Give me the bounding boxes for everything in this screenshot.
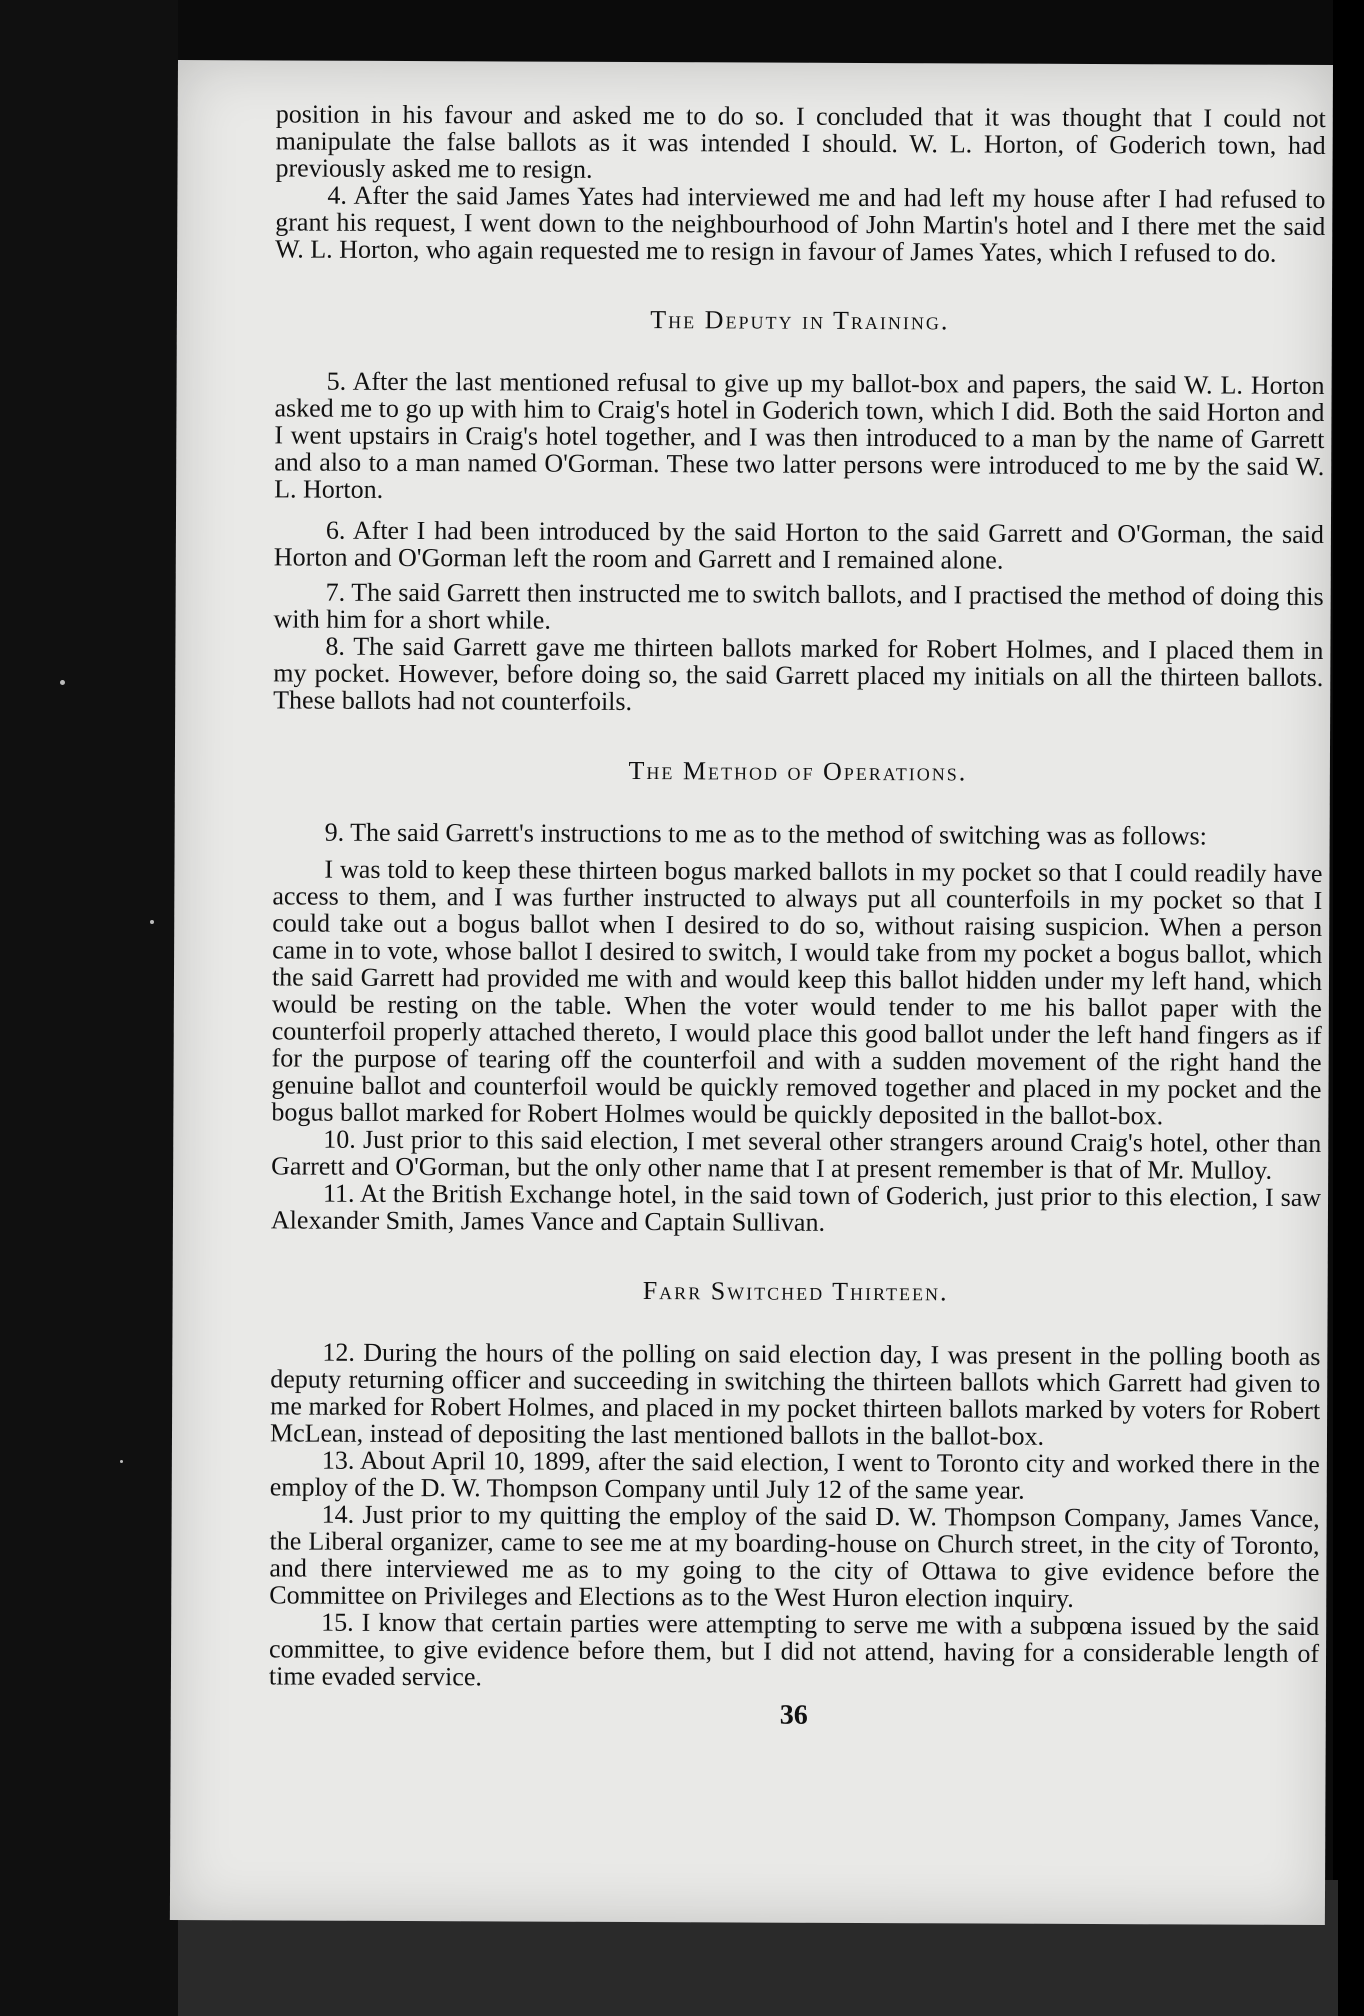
- section-heading-deputy-in-training: The Deputy in Training.: [650, 305, 950, 336]
- paragraph-continuation: position in his favour and asked me to do so. I concluded that it was thought that I could not manipulate the false ballots as it was intended I should. W. L. Horton, of Goderich town, had previously asked me to resign.: [275, 99, 1326, 184]
- paragraph-13: 13. About April 10, 1899, after the said election, I went to Toronto city and worked there in the employ of the D. W. Thompson Company until July 12 of the same year.: [269, 1445, 1320, 1505]
- paragraph-8: 8. The said Garrett gave me thirteen ballots marked for Robert Holmes, and I placed them in my pocket. However, before doing so, the said Garrett placed my initials on all the thirteen ballots. These ballots had not counterfoils.: [273, 631, 1324, 716]
- document-page: [170, 60, 1333, 1925]
- scan-left-border: [0, 0, 178, 2016]
- paragraph-10: 10. Just prior to this said election, I met several other strangers around Craig's hotel, other than Garrett and O'Gorman, but the only other name that I at present remember is that of Mr. Mulloy.: [271, 1124, 1322, 1185]
- scan-speck: [150, 920, 154, 924]
- scan-speck: [120, 1460, 123, 1463]
- paragraph-12: 12. During the hours of the polling on said election day, I was present in the polling booth as deputy returning officer and succeeding in switching the thirteen ballots which Garrett had given to me marked for Robert Holmes, and placed in my pocket thirteen ballots marked by voters for Robert McLean, instead of depositing the last mentioned ballots in the ballot-box.: [269, 1337, 1321, 1451]
- paragraph-9: 9. The said Garrett's instructions to me as to the method of switching was as follows:: [324, 817, 1207, 851]
- paragraph-4: 4. After the said James Yates had interviewed me and had left my house after I had refused to grant his request, I went down to the neighbourhood of John Martin's hotel and I there met the said W. L. Horton, who again requested me to resign in favour of James Yates, which I refused to do.: [275, 180, 1326, 268]
- page-number: 36: [779, 1699, 808, 1731]
- paragraph-11: 11. At the British Exchange hotel, in the said town of Goderich, just prior to this election, I saw Alexander Smith, James Vance and Captain Sullivan.: [270, 1178, 1322, 1237]
- paragraph-9-instructions: I was told to keep these thirteen bogus marked ballots in my pocket so that I could readily have access to them, and I was further instructed to always put all counterfoils in my pocket so that I could take out a bogus ballot when I desired to do so, without raising suspicion. When a person came in to vote, whose ballot I desired to switch, I would take from my pocket a bogus ballot, which the said Garrett had provided me with and would keep this ballot hidden under my left hand, which would be resting on the table. When the voter would tender to me his ballot paper with the counterfoil properly attached thereto, I would place this good ballot under the left hand fingers as if for the purpose of tearing off the counterfoil and with a sudden movement of the right hand the genuine ballot and counterfoil would be quickly removed together and placed in my pocket and the bogus ballot marked for Robert Holmes would be quickly deposited in the ballot-box.: [271, 854, 1323, 1131]
- page-content: [269, 100, 1326, 1731]
- paragraph-6: 6. After I had been introduced by the said Horton to the said Garrett and O'Gorman, the said Horton and O'Gorman left the room and Garrett and I remained alone.: [273, 515, 1325, 575]
- section-heading-method-of-operations: The Method of Operations.: [628, 755, 968, 787]
- section-heading-farr-switched-thirteen: Farr Switched Thirteen.: [642, 1276, 949, 1307]
- paragraph-15: 15. I know that certain parties were attempting to serve me with a subpœna issued by the said committee, to give evidence before them, but I did not attend, having for a considerable length of time evaded service.: [268, 1607, 1320, 1692]
- paragraph-7: 7. The said Garrett then instructed me to switch ballots, and I practised the method of doing this with him for a short while.: [273, 577, 1324, 635]
- scan-right-border: [1333, 0, 1364, 2016]
- paragraph-14: 14. Just prior to my quitting the employ of the said D. W. Thompson Company, James Vance, the Liberal organizer, came to see me at my boarding-house on Church street, in the city of Toronto, and there interviewed me as to my going to the city of Ottawa to give evidence before the Committee on Privileges and Elections as to the West Huron election inquiry.: [269, 1499, 1320, 1613]
- scan-speck: [60, 680, 65, 685]
- paragraph-5: 5. After the last mentioned refusal to give up my ballot-box and papers, the said W. L. Horton asked me to go up with him to Craig's hotel in Goderich town, which I did. Both the said Horton and I went upstairs in Craig's hotel together, and I was then introduced to a man by the name of Garrett and also to a man named O'Gorman. These two latter persons were introduced to me by the said W. L. Horton.: [274, 366, 1325, 504]
